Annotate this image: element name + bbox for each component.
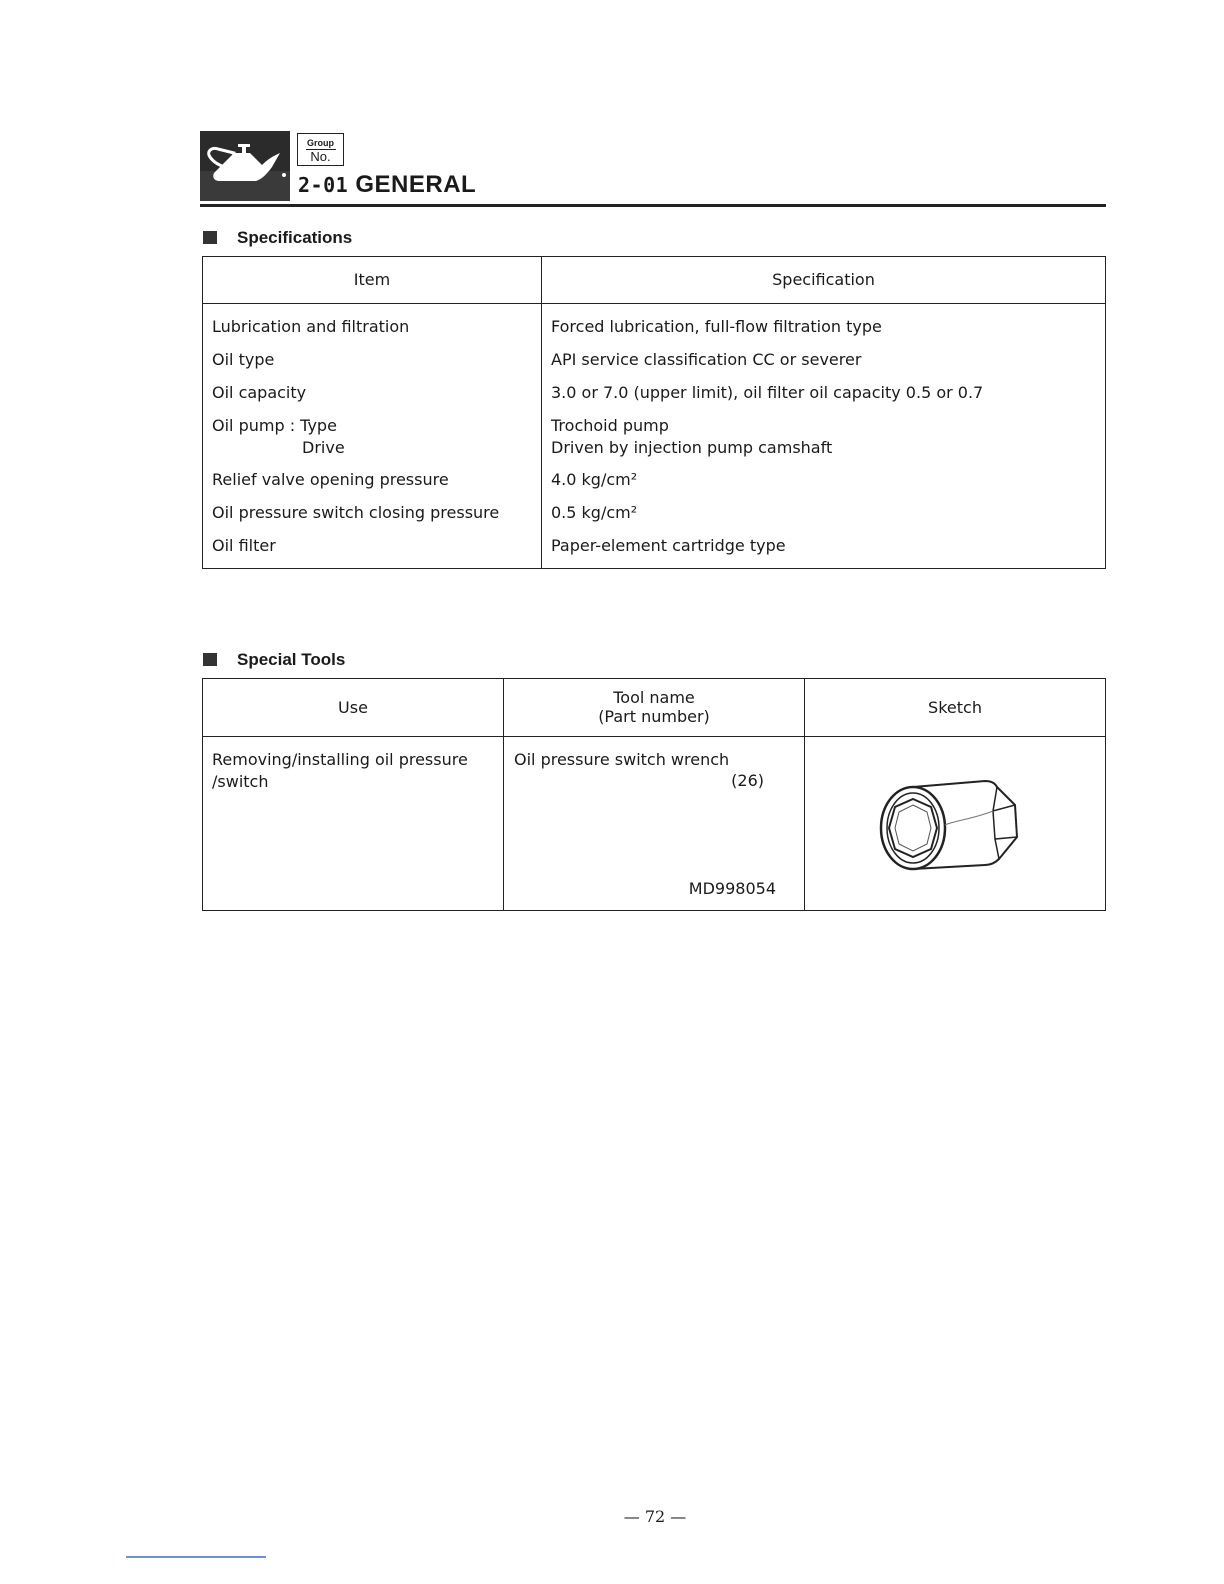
spec-item: Oil capacity	[212, 383, 307, 402]
spec-value: Driven by injection pump camshaft	[551, 438, 833, 457]
section-heading	[298, 171, 476, 199]
spec-value: 4.0 kg/cm²	[551, 470, 638, 489]
header-divider	[203, 303, 1105, 304]
spec-item: Relief valve opening pressure	[212, 470, 449, 489]
part-number: MD998054	[688, 879, 776, 898]
page-number: — 72 —	[623, 1507, 687, 1526]
column-header-tool-name	[504, 688, 804, 726]
column-header-item: Item	[353, 270, 391, 289]
column-header-use: Use	[338, 698, 368, 717]
tool-size: (26)	[731, 771, 764, 790]
column-header-specification: Specification	[772, 270, 875, 289]
spec-value: Paper-element cartridge type	[551, 536, 786, 555]
spec-value: 3.0 or 7.0 (upper limit), oil filter oil capacity 0.5 or 0.7	[551, 383, 984, 402]
part-number-label: (Part number)	[598, 707, 710, 726]
special-tools-heading	[203, 650, 345, 670]
socket-wrench-sketch-icon	[873, 775, 1033, 879]
spec-item: Drive	[302, 438, 345, 457]
section-number: 2-01	[298, 173, 349, 197]
spec-value: API service classification CC or severer	[551, 350, 862, 369]
special-tools-table	[202, 678, 1106, 911]
header-divider	[203, 736, 1105, 737]
tool-use: /switch	[212, 772, 269, 791]
header-rule	[200, 204, 1106, 207]
specifications-heading	[203, 228, 352, 248]
group-label: Group	[307, 138, 334, 148]
square-bullet-icon	[203, 653, 217, 666]
spec-item: Oil type	[212, 350, 275, 369]
spec-item: Oil filter	[212, 536, 276, 555]
square-bullet-icon	[203, 231, 217, 244]
footer-rule	[126, 1556, 266, 1558]
spec-item: Oil pressure switch closing pressure	[212, 503, 500, 522]
tool-name-label: Tool name	[613, 688, 695, 707]
spec-item: Oil pump : Type	[212, 416, 337, 435]
section-title: GENERAL	[355, 171, 477, 198]
group-number-box	[297, 133, 344, 166]
spec-item: Lubrication and filtration	[212, 317, 410, 336]
special-tools-heading-text: Special Tools	[237, 650, 346, 669]
oil-can-icon	[200, 131, 290, 201]
spec-value: Trochoid pump	[551, 416, 669, 435]
no-label: No.	[306, 149, 336, 164]
specifications-heading-text: Specifications	[237, 228, 353, 247]
tool-use: Removing/installing oil pressure	[212, 750, 468, 769]
spec-value: 0.5 kg/cm²	[551, 503, 638, 522]
spec-value: Forced lubrication, full-flow filtration type	[551, 317, 882, 336]
column-header-sketch: Sketch	[928, 698, 982, 717]
specifications-table	[202, 256, 1106, 569]
tool-name: Oil pressure switch wrench	[514, 750, 730, 769]
